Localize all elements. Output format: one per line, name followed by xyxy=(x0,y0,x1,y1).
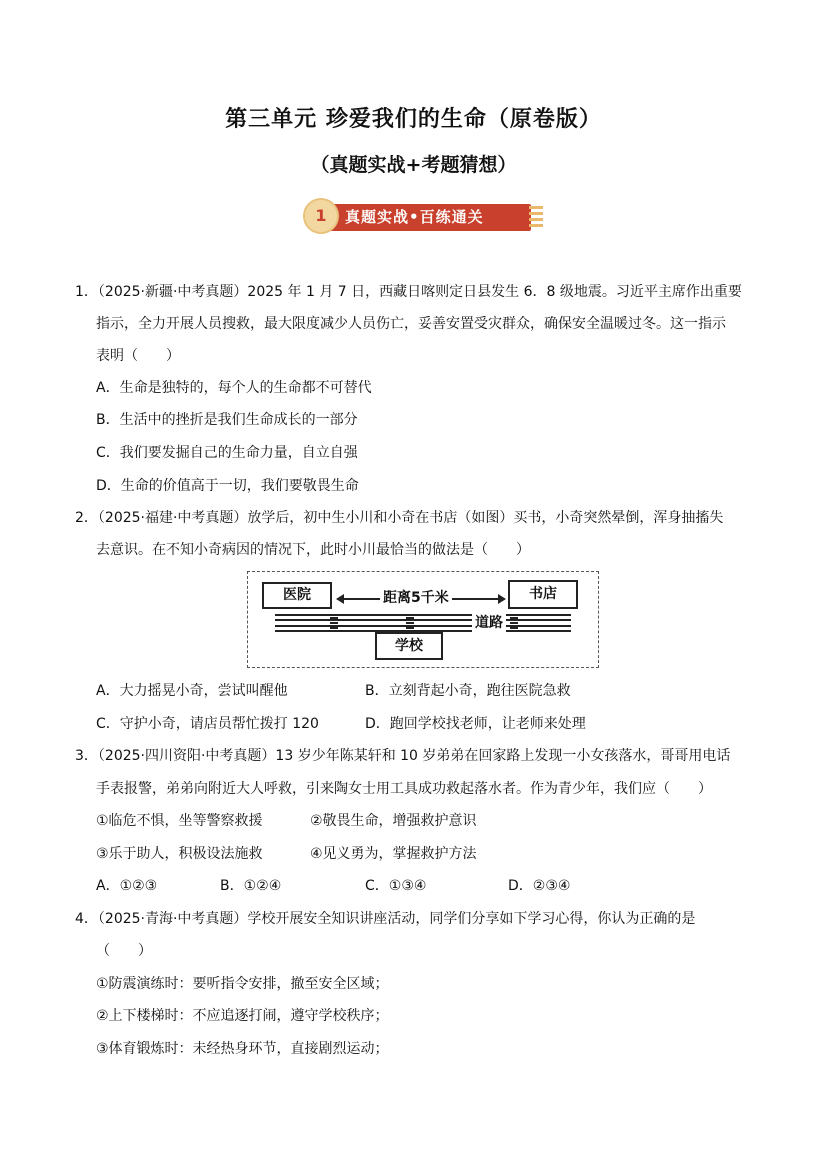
arrow-left-icon xyxy=(336,594,344,604)
q1-option-c: C．我们要发掘自己的生命力量，自立自强 xyxy=(96,445,358,461)
q3-item-3: ③乐于助人，积极设法施救 xyxy=(96,846,263,862)
q3-option-d: D．②③④ xyxy=(508,878,571,894)
distance-label: 距离5千米 xyxy=(380,587,452,607)
q4-item-3: ③体育锻炼时：未经热身环节，直接剧烈运动； xyxy=(96,1041,389,1057)
q1-option-b: B．生活中的挫折是我们生命成长的一部分 xyxy=(96,412,358,428)
map-diagram xyxy=(247,571,599,668)
school-box: 学校 xyxy=(375,632,443,660)
q1-option-a: A．生命是独特的，每个人的生命都不可替代 xyxy=(96,380,372,396)
banner-label: 真题实战•百练通关 xyxy=(345,208,484,226)
road-line-upper xyxy=(275,619,571,621)
road-line-lower xyxy=(275,625,571,627)
q2-option-b: B．立刻背起小奇，跑往医院急救 xyxy=(365,683,571,699)
q3-item-1: ①临危不惧，坐等警察救援 xyxy=(96,813,263,829)
banner-stripes-decoration xyxy=(529,206,543,230)
hospital-box: 医院 xyxy=(262,582,332,609)
q3-item-2: ②敬畏生命，增强救护意识 xyxy=(310,813,477,829)
q2-stem-line2: 去意识。在不知小奇病因的情况下，此时小川最恰当的做法是（ ） xyxy=(96,542,530,558)
arrow-right-icon xyxy=(498,594,506,604)
q2-option-a: A．大力摇晃小奇，尝试叫醒他 xyxy=(96,683,288,699)
road-label: 道路 xyxy=(472,612,506,632)
q1-option-d: D．生命的价值高于一切，我们要敬畏生命 xyxy=(96,478,359,494)
q2-option-c: C．守护小奇，请店员帮忙拨打 120 xyxy=(96,716,319,732)
q4-stem-line1: 4．（2025·青海·中考真题）学校开展安全知识讲座活动，同学们分享如下学习心得，你认为正确的是 xyxy=(75,911,696,927)
q4-item-2: ②上下楼梯时：不应追逐打闹，遵守学校秩序； xyxy=(96,1008,389,1024)
bookstore-box: 书店 xyxy=(508,580,578,609)
q2-stem-line1: 2．（2025·福建·中考真题）放学后，初中生小川和小奇在书店（如图）买书，小奇突然晕倒，浑身抽搐失 xyxy=(75,510,724,526)
page-subtitle: （真题实战+考题猜想） xyxy=(310,154,517,176)
q1-stem-line1: 1．（2025·新疆·中考真题）2025 年 1 月 7 日，西藏日喀则定日县发生 6．8 级地震。习近平主席作出重要 xyxy=(75,284,742,300)
q3-stem-line1: 3．（2025·四川资阳·中考真题）13 岁少年陈某轩和 10 岁弟弟在回家路上发现一小女孩落水，哥哥用电话 xyxy=(75,748,731,764)
page-title: 第三单元 珍爱我们的生命（原卷版） xyxy=(225,107,602,132)
q4-item-1: ①防震演练时：要听指令安排，撤至安全区域； xyxy=(96,976,389,992)
q1-stem-line3: 表明（ ） xyxy=(96,348,180,364)
q3-option-a: A．①②③ xyxy=(96,878,158,894)
q3-item-4: ④见义勇为，掌握救护方法 xyxy=(310,846,477,862)
q3-option-c: C．①③④ xyxy=(365,878,427,894)
q3-option-b: B．①②④ xyxy=(220,878,282,894)
q4-stem-line2: （ ） xyxy=(96,943,152,959)
banner-number: 1 xyxy=(303,198,339,234)
road-line-top xyxy=(275,614,571,616)
q1-stem-line2: 指示，全力开展人员搜救，最大限度减少人员伤亡，妥善安置受灾群众，确保安全温暖过冬。这一指示 xyxy=(96,316,726,332)
q2-option-d: D．跑回学校找老师，让老师来处理 xyxy=(365,716,586,732)
q3-stem-line2: 手表报警，弟弟向附近大人呼救，引来陶女士用工具成功救起落水者。作为青少年，我们应（ ） xyxy=(96,781,712,797)
section-banner xyxy=(303,197,545,237)
